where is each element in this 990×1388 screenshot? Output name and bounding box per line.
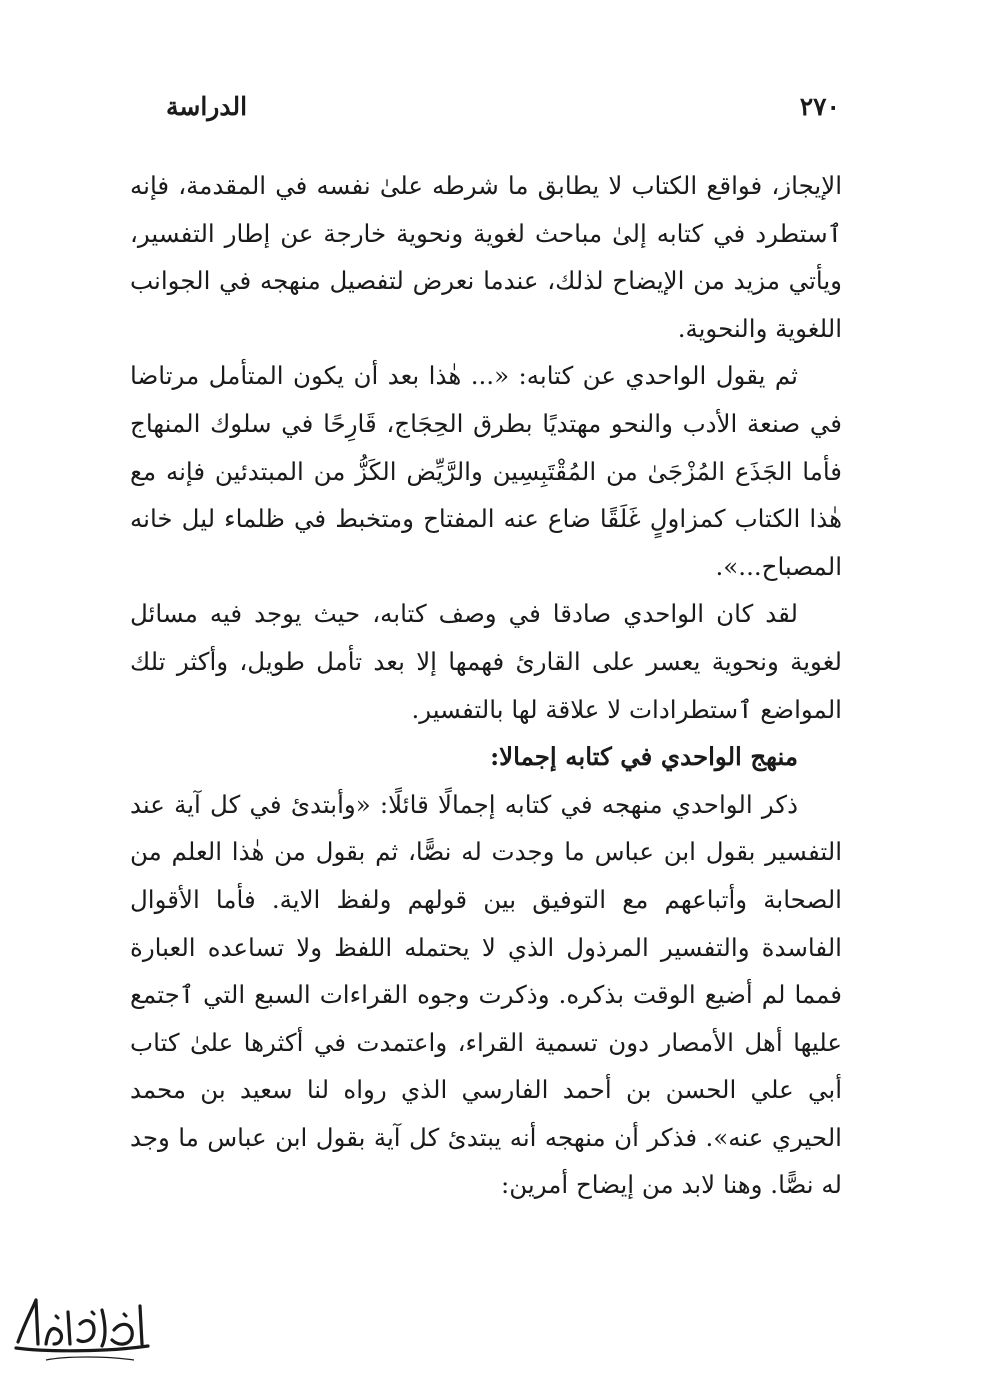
page-body bbox=[130, 162, 842, 1209]
paragraph-quote: ثم يقول الواحدي عن كتابه: «... هٰذا بعد أن يكون المتأمل مرتاضا في صنعة الأدب والنحو مهتديًا بطرق الحِجَاج، قَارِحًا في سلوك المنهاج فأما الجَذَع المُزْجَىٰ من المُقْتَبِسِين والرَّيِّض الكَزُّ من المبتدئين فإنه مع هٰذا الكتاب كمزاولٍ غَلَقًا ضاع عنه المفتاح ومتخبط في ظلماء ليل خانه المصباح...». bbox=[130, 361, 842, 581]
page-number: ٢٧٠ bbox=[799, 92, 840, 121]
running-title: الدراسة bbox=[166, 92, 248, 121]
page-header bbox=[150, 92, 840, 132]
paragraph-method: ذكر الواحدي منهجه في كتابه إجمالًا قائلًا: «وأبتدئ في كل آية عند التفسير بقول ابن عباس ما وجدت له نصًّا، ثم بقول من هٰذا العلم من الصحابة وأتباعهم مع التوفيق بين قولهم ولفظ الاية. فأما الأقوال الفاسدة والتفسير المرذول الذي لا يحتمله اللفظ ولا تساعده العبارة فمما لم أضيع الوقت بذكره. وذكرت وجوه القراءات السبع التي ٱجتمع عليها أهل الأمصار دون تسمية القراء، واعتمدت في أكثرها علىٰ كتاب أبي علي الحسن بن أحمد الفارسي الذي رواه لنا سعيد بن محمد الحيري عنه». فذكر أن منهجه أنه يبتدئ كل آية بقول ابن عباس ما وجد له نصًّا. وهنا لابد من إيضاح أمرين: bbox=[130, 789, 842, 1200]
paragraph-assessment: لقد كان الواحدي صادقا في وصف كتابه، حيث يوجد فيه مسائل لغوية ونحوية يعسر على القارئ فهمها إلا بعد تأمل طويل، وأكثر تلك المواضع ٱستطرادات لا علاقة لها بالتفسير. bbox=[130, 599, 842, 724]
section-heading: منهج الواحدي في كتابه إجمالا: bbox=[490, 742, 798, 772]
watermark-logo bbox=[6, 1290, 156, 1370]
paragraph-intro: الإيجاز، فواقع الكتاب لا يطابق ما شرطه علىٰ نفسه في المقدمة، فإنه ٱستطرد في كتابه إلىٰ مباحث لغوية ونحوية خارجة عن إطار التفسير، ويأتي مزيد من الإيضاح لذلك، عندما نعرض لتفصيل منهجه في الجوانب اللغوية والنحوية. bbox=[130, 171, 842, 343]
